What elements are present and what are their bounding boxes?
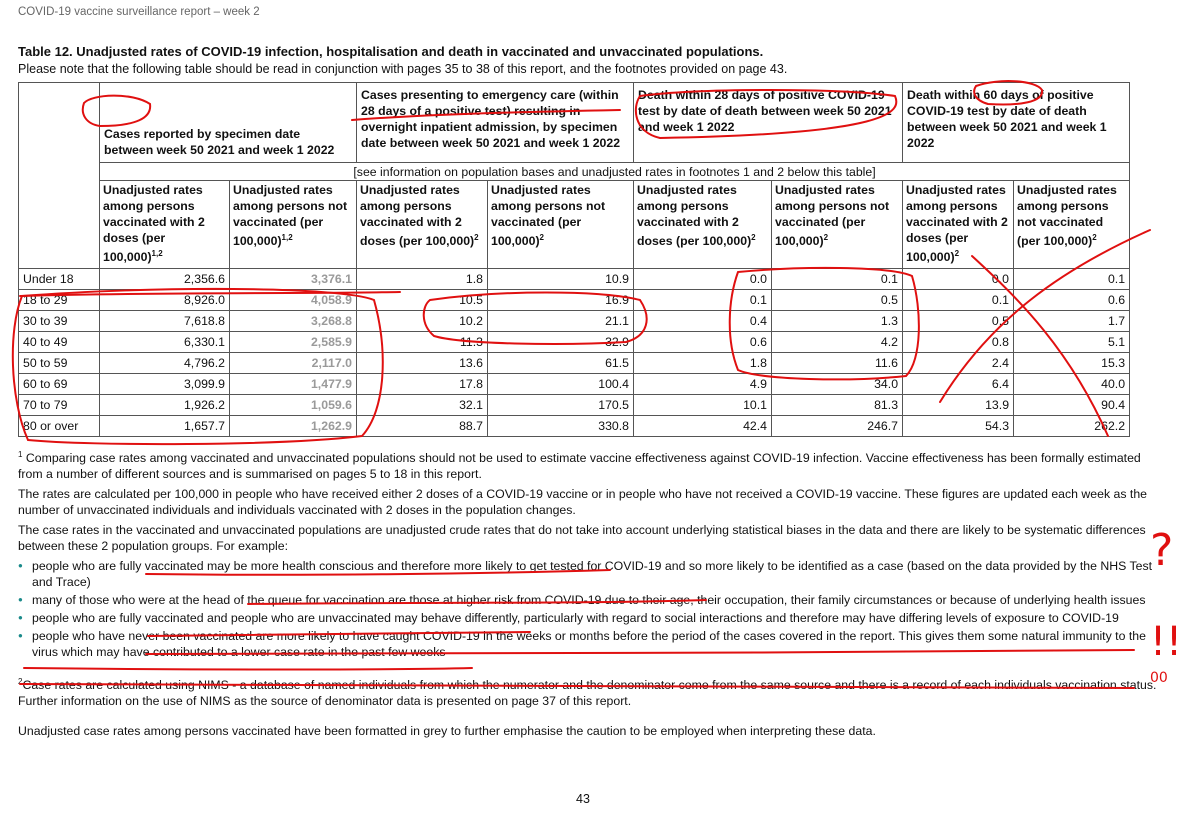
running-head: COVID-19 vaccine surveillance report – week 2 [18,6,260,18]
footnote-1 [18,447,1168,482]
rate-cell: 10.2 [357,311,488,332]
sub-header-cell [772,181,903,269]
info-row [19,163,1130,181]
sub-header-cell [488,181,634,269]
sub-header-label: Unadjusted rates among persons not vaccinated (per 100,000) [233,183,348,249]
table-row [19,332,1130,353]
rate-cell: 10.9 [488,269,634,290]
table-row [19,395,1130,416]
age-group-cell: 50 to 59 [19,353,100,374]
sub-header-footnote-ref: 2 [474,233,479,242]
rate-cell: 100.4 [488,374,634,395]
sub-header-cell [903,181,1014,269]
page-number: 43 [576,792,590,806]
sub-header-row [19,181,1130,269]
bullet-item: ● people who have never been vaccinated are more likely to have caught COVID-19 in the weeks or months before the period of the cases covered in the report. This gives them some natural immunity to the virus which may have contributed to a lower case rate in the past few weeks [18,628,1168,660]
rate-cell: 88.7 [357,416,488,437]
rate-cell: 0.1 [772,269,903,290]
footnote-1-text: Comparing case rates among vaccinated and unvaccinated populations should not be used to estimate vaccine effectiveness against COVID-19 infection. Vaccine effectiveness has been formally estimated from a number of different sources and is summarised on pages 5 to 18 in this report. [18,451,1141,482]
rate-cell: 2,117.0 [230,353,357,374]
rate-cell: 1.8 [357,269,488,290]
rate-cell: 3,099.9 [100,374,230,395]
group-header-emergency-care: Cases presenting to emergency care (within 28 days of a positive test) resulting in overnight inpatient admission, by specimen date between week 50 2021 and week 1 2022 [357,83,634,163]
sub-header-footnote-ref: 2 [823,233,829,242]
rate-cell: 17.8 [357,374,488,395]
sub-header-label: Unadjusted rates among persons vaccinated with 2 doses (per 100,000) [906,183,1008,265]
annotation-exclamation: !! [1150,619,1183,665]
rate-cell: 1,262.9 [230,416,357,437]
rate-cell: 4,058.9 [230,290,357,311]
footnote-2 [18,674,1168,709]
footnote-2-marker: 2 [18,677,23,687]
sub-header-footnote-ref: 2 [539,233,544,242]
rate-cell: 40.0 [1014,374,1130,395]
table-row [19,311,1130,332]
table-body [19,269,1130,437]
sub-header-footnote-ref: 1,2 [281,233,293,242]
rate-cell: 0.6 [1014,290,1130,311]
rate-cell: 0.6 [634,332,772,353]
rate-cell: 246.7 [772,416,903,437]
rate-cell: 5.1 [1014,332,1130,353]
rate-cell: 32.9 [488,332,634,353]
rate-cell: 3,376.1 [230,269,357,290]
rate-cell: 1,059.6 [230,395,357,416]
rate-cell: 54.3 [903,416,1014,437]
table-title: Table 12. Unadjusted rates of COVID-19 infection, hospitalisation and death in vaccinated and unvaccinated populations. [18,44,764,59]
age-header-cell [19,83,100,269]
rate-cell: 10.5 [357,290,488,311]
age-group-cell: 18 to 29 [19,290,100,311]
group-header-death-28: Death within 28 days of positive COVID-19 test by date of death between week 50 2021 and week 1 2022 [634,83,903,163]
group-header-cases: Cases reported by specimen date between week 50 2021 and week 1 2022 [100,83,357,163]
rate-cell: 1,477.9 [230,374,357,395]
group-header-row [19,83,1130,163]
footnote-1-marker: 1 [18,450,23,459]
rate-cell: 6.4 [903,374,1014,395]
sub-header-label: Unadjusted rates among persons not vaccinated (per 100,000) [1017,183,1117,249]
paragraph-rates: The rates are calculated per 100,000 in people who have received either 2 doses of a COVID-19 vaccine or in people who have not received a COVID-19 vaccine. These figures are updated each week as the number of unvaccinated individuals and individuals vaccinated with 2 doses in the population changes. [18,487,1148,518]
notes-section [18,447,1168,743]
rate-cell: 0.0 [903,269,1014,290]
rate-cell: 0.0 [634,269,772,290]
sub-header-cell [1014,181,1130,269]
rate-cell: 0.1 [1014,269,1130,290]
rate-cell: 10.1 [634,395,772,416]
age-group-cell: 30 to 39 [19,311,100,332]
annotation-question-mark: ? [1150,525,1174,576]
sub-header-cell [100,181,230,269]
info-row-text: [see information on population bases and unadjusted rates in footnotes 1 and 2 below this table] [100,163,1130,181]
sub-header-label: Unadjusted rates among persons vaccinated with 2 doses (per 100,000) [637,183,752,249]
rate-cell: 7,618.8 [100,311,230,332]
table-row [19,353,1130,374]
table-row [19,290,1130,311]
rate-cell: 0.4 [634,311,772,332]
rate-cell: 11.6 [772,353,903,374]
rate-cell: 1.8 [634,353,772,374]
rate-cell: 0.5 [903,311,1014,332]
rate-cell: 330.8 [488,416,634,437]
sub-header-label: Unadjusted rates among persons not vaccinated (per 100,000) [775,183,890,249]
rate-cell: 1,657.7 [100,416,230,437]
rate-cell: 61.5 [488,353,634,374]
table-row [19,416,1130,437]
sub-header-footnote-ref: 2 [954,249,960,258]
rate-cell: 1.3 [772,311,903,332]
table-note: Please note that the following table should be read in conjunction with pages 35 to 38 of this report, and the footnotes provided on page 43. [18,62,788,76]
rate-cell: 4.9 [634,374,772,395]
rate-cell: 42.4 [634,416,772,437]
rate-cell: 13.9 [903,395,1014,416]
bullet-item: ● people who are fully vaccinated may be more health conscious and therefore more likely to get tested for COVID-19 and so more likely to be identified as a case (based on the data provided by the NHS Test and Trace) [18,558,1168,590]
rate-cell: 81.3 [772,395,903,416]
sub-header-cell [634,181,772,269]
age-group-cell: Under 18 [19,269,100,290]
rate-cell: 262.2 [1014,416,1130,437]
bias-bullet-list [18,558,1168,660]
sub-header-cell [230,181,357,269]
age-group-cell: 60 to 69 [19,374,100,395]
rate-cell: 1.7 [1014,311,1130,332]
rate-cell: 3,268.8 [230,311,357,332]
sub-header-label: Unadjusted rates among persons vaccinated with 2 doses (per 100,000) [103,183,205,265]
rate-cell: 0.1 [903,290,1014,311]
rate-cell: 4.2 [772,332,903,353]
annotation-oo: 00 [1150,670,1168,686]
rate-cell: 13.6 [357,353,488,374]
sub-header-footnote-ref: 2 [751,233,756,242]
rate-cell: 1,926.2 [100,395,230,416]
rate-cell: 170.5 [488,395,634,416]
table-row [19,269,1130,290]
table-row [19,374,1130,395]
footnote-2-text: Case rates are calculated using NIMS - a database of named individuals from which the numerator and the denominator come from the same source and there is a record of each individuals vaccination status. Further information on the use of NIMS as the source of denominator data is presented on page 37 of this report. [18,678,1157,709]
rate-cell: 6,330.1 [100,332,230,353]
rate-cell: 0.8 [903,332,1014,353]
age-group-cell: 70 to 79 [19,395,100,416]
rate-cell: 0.1 [634,290,772,311]
rate-cell: 16.9 [488,290,634,311]
sub-header-footnote-ref: 1,2 [151,249,163,258]
rate-cell: 2,356.6 [100,269,230,290]
rate-cell: 8,926.0 [100,290,230,311]
rate-cell: 34.0 [772,374,903,395]
sub-header-footnote-ref: 2 [1092,233,1097,242]
paragraph-biases: The case rates in the vaccinated and unvaccinated populations are unadjusted crude rates that do not take into account underlying statistical biases in the data and there are likely to be systematic differences between these 2 population groups. For example: [18,523,1146,554]
group-header-death-60: Death within 60 days of positive COVID-19 test by date of death between week 50 2021 and week 1 2022 [903,83,1130,163]
sub-header-cell [357,181,488,269]
rate-cell: 90.4 [1014,395,1130,416]
rate-cell: 15.3 [1014,353,1130,374]
bullet-item: ● people who are fully vaccinated and people who are unvaccinated may behave differently, particularly with regard to social interactions and therefore may have differing levels of exposure to COVID-19 [18,610,1168,626]
bullet-item: ● many of those who were at the head of the queue for vaccination are those at higher risk from COVID-19 due to their age, their occupation, their family circumstances or because of underlying health issues [18,592,1168,608]
paragraph-grey-note: Unadjusted case rates among persons vaccinated have been formatted in grey to further emphasise the caution to be employed when interpreting these data. [18,724,876,739]
rate-cell: 2,585.9 [230,332,357,353]
sub-header-label: Unadjusted rates among persons vaccinated with 2 doses (per 100,000) [360,183,475,249]
rate-cell: 2.4 [903,353,1014,374]
age-group-cell: 40 to 49 [19,332,100,353]
age-group-cell: 80 or over [19,416,100,437]
rate-cell: 11.3 [357,332,488,353]
rates-table [18,82,1130,437]
rate-cell: 4,796.2 [100,353,230,374]
rate-cell: 32.1 [357,395,488,416]
sub-header-label: Unadjusted rates among persons not vaccinated (per 100,000) [491,183,606,249]
rate-cell: 21.1 [488,311,634,332]
rate-cell: 0.5 [772,290,903,311]
